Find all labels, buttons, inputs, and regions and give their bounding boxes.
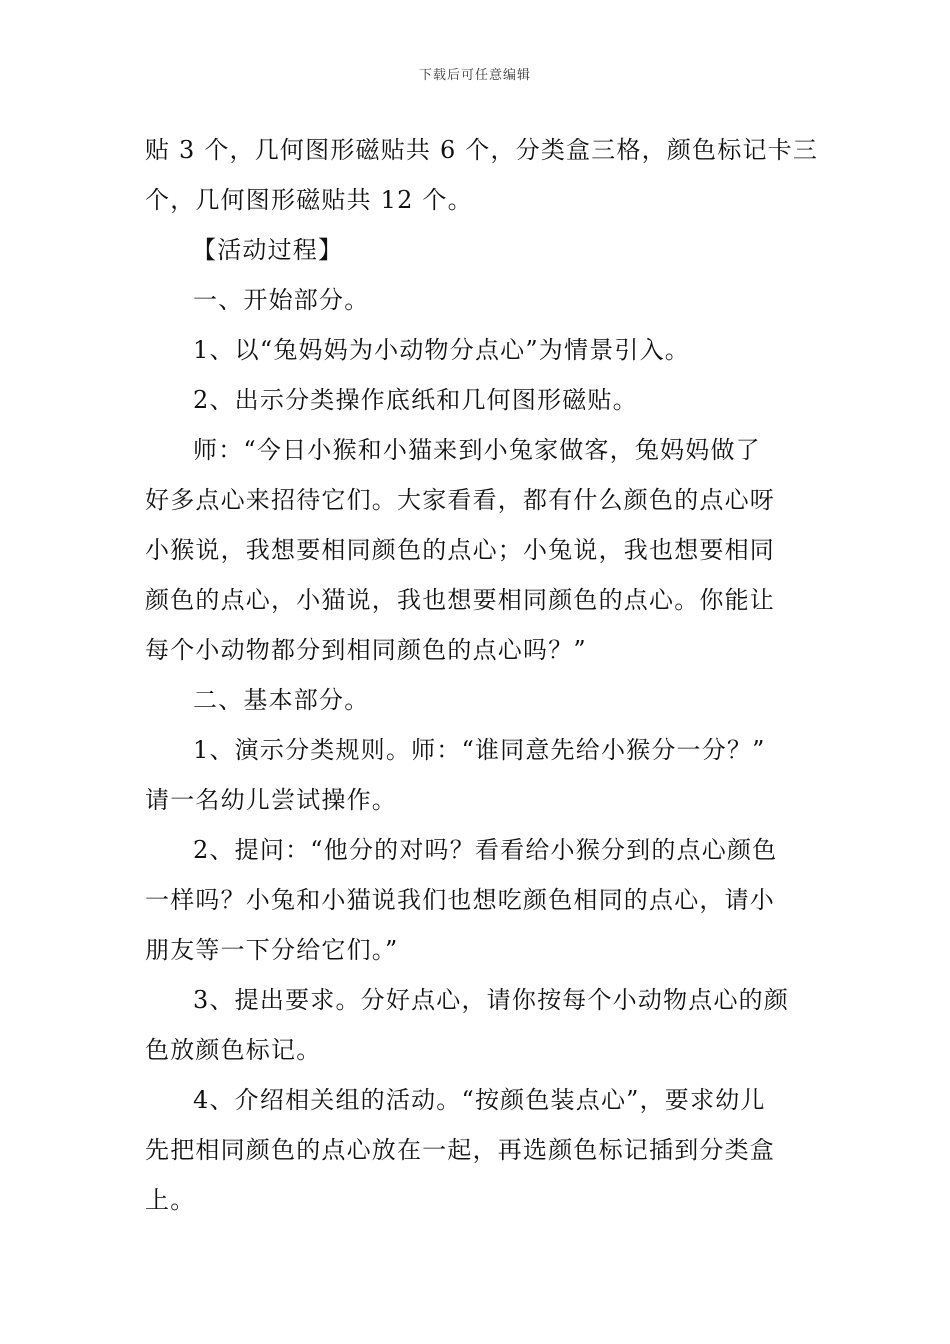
body-line: 贴 3 个，几何图形磁贴共 6 个，分类盒三格，颜色标记卡三 <box>145 136 819 164</box>
body-line: 2、出示分类操作底纸和几何图形磁贴。 <box>193 386 638 414</box>
body-line: 个，几何图形磁贴共 12 个。 <box>145 186 473 214</box>
body-line: 小猴说，我想要相同颜色的点心；小兔说，我也想要相同 <box>145 536 775 564</box>
section-heading: 二、基本部分。 <box>193 686 370 714</box>
section-heading: 一、开始部分。 <box>193 286 370 314</box>
body-line: 每个小动物都分到相同颜色的点心吗？” <box>145 636 587 664</box>
body-line: 朋友等一下分给它们。” <box>145 936 399 964</box>
body-line: 4、介绍相关组的活动。“按颜色装点心”，要求幼儿 <box>193 1086 766 1114</box>
section-heading: 【活动过程】 <box>192 236 344 264</box>
body-line: 色放颜色标记。 <box>145 1036 322 1064</box>
body-line: 先把相同颜色的点心放在一起，再选颜色标记插到分类盒 <box>145 1136 775 1164</box>
body-line: 请一名幼儿尝试操作。 <box>145 786 397 814</box>
body-line: 颜色的点心，小猫说，我也想要相同颜色的点心。你能让 <box>145 586 775 614</box>
body-line: 2、提问：“他分的对吗？看看给小猴分到的点心颜色 <box>193 836 778 864</box>
body-line: 1、演示分类规则。师：“谁同意先给小猴分一分？” <box>193 736 766 764</box>
body-line: 好多点心来招待它们。大家看看，都有什么颜色的点心呀 <box>145 486 775 514</box>
page-header: 下载后可任意编辑 <box>418 68 531 83</box>
body-line: 师：“今日小猴和小猫来到小兔家做客，兔妈妈做了 <box>193 436 761 464</box>
body-line: 3、提出要求。分好点心，请你按每个小动物点心的颜 <box>193 986 790 1014</box>
body-line: 上。 <box>145 1186 196 1214</box>
body-line: 一样吗？小兔和小猫说我们也想吃颜色相同的点心，请小 <box>145 886 775 914</box>
body-line: 1、以“兔妈妈为小动物分点心”为情景引入。 <box>193 336 691 364</box>
